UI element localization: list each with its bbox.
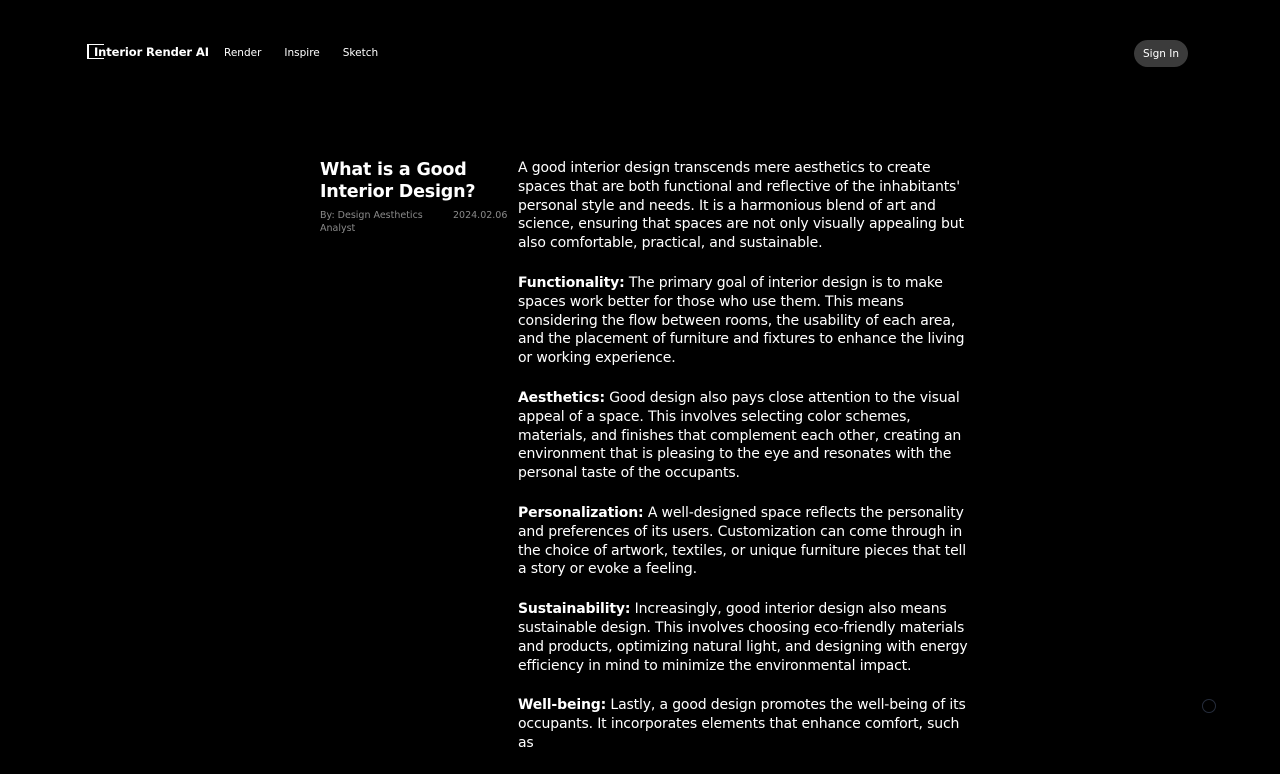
section-heading: Functionality: bbox=[518, 274, 625, 291]
main-nav bbox=[224, 47, 401, 59]
section-text: Lastly, a good design promotes the well-being of its occupants. It incorporates elements that enhance comfort, such as bbox=[518, 697, 966, 751]
section-heading: Aesthetics: bbox=[518, 389, 605, 406]
article-byline bbox=[320, 209, 510, 235]
section-text: The primary goal of interior design is to make spaces work better for those who use them. This means considering the flow between rooms, the usability of each area, and the placement of furniture and fixtures to enhance the living or working experience. bbox=[518, 274, 965, 367]
nav-link-inspire[interactable]: Inspire bbox=[284, 47, 320, 59]
nav-link-render[interactable]: Render bbox=[224, 47, 262, 59]
section-heading: Sustainability: bbox=[518, 601, 631, 618]
site-header bbox=[0, 0, 1280, 106]
watermark-logo-icon bbox=[1202, 699, 1216, 713]
sign-in-button[interactable]: Sign In bbox=[1134, 40, 1188, 67]
article-date: 2024.02.06 bbox=[453, 210, 508, 221]
article-title: What is a Good Interior Design? bbox=[320, 160, 476, 202]
brand-name: Interior Render AI bbox=[94, 44, 209, 59]
section-text: Good design also pays close attention to the visual appeal of a space. This involves selecting color schemes, materials, and finishes that complement each other, creating an environment that is pleasing to the eye and resonates with the personal taste of the occupants. bbox=[518, 389, 962, 482]
brand-logo[interactable] bbox=[87, 44, 209, 59]
section-sustainability bbox=[518, 600, 978, 675]
section-text: Increasingly, good interior design also means sustainable design. This involves choosing eco-friendly materials and products, optimizing natural light, and designing with energy efficiency in mind to minimize the environmental impact. bbox=[518, 601, 968, 674]
section-functionality bbox=[518, 274, 978, 368]
section-personalization bbox=[518, 504, 978, 579]
section-aesthetics bbox=[518, 389, 978, 483]
section-heading: Personalization: bbox=[518, 504, 644, 521]
section-text: A well-designed space reflects the personality and preferences of its users. Customization can come through in the choice of artwork, textiles, or unique furniture pieces that tell a story or evoke a feeling. bbox=[518, 504, 967, 578]
article-body bbox=[518, 159, 978, 774]
article-author: By: Design Aesthetics Analyst bbox=[320, 210, 423, 234]
nav-link-sketch[interactable]: Sketch bbox=[342, 47, 379, 59]
article-intro: A good interior design transcends mere aesthetics to create spaces that are both functional and reflective of the inhabitants' personal style and needs. It is a harmonious blend of art and science, ensuring that spaces are not only visually appealing but also comfortable, practical, and sustainable. bbox=[518, 160, 964, 252]
section-well-being bbox=[518, 696, 978, 752]
article-meta bbox=[320, 159, 510, 235]
section-heading: Well-being: bbox=[518, 697, 607, 714]
watermark bbox=[1202, 699, 1222, 713]
